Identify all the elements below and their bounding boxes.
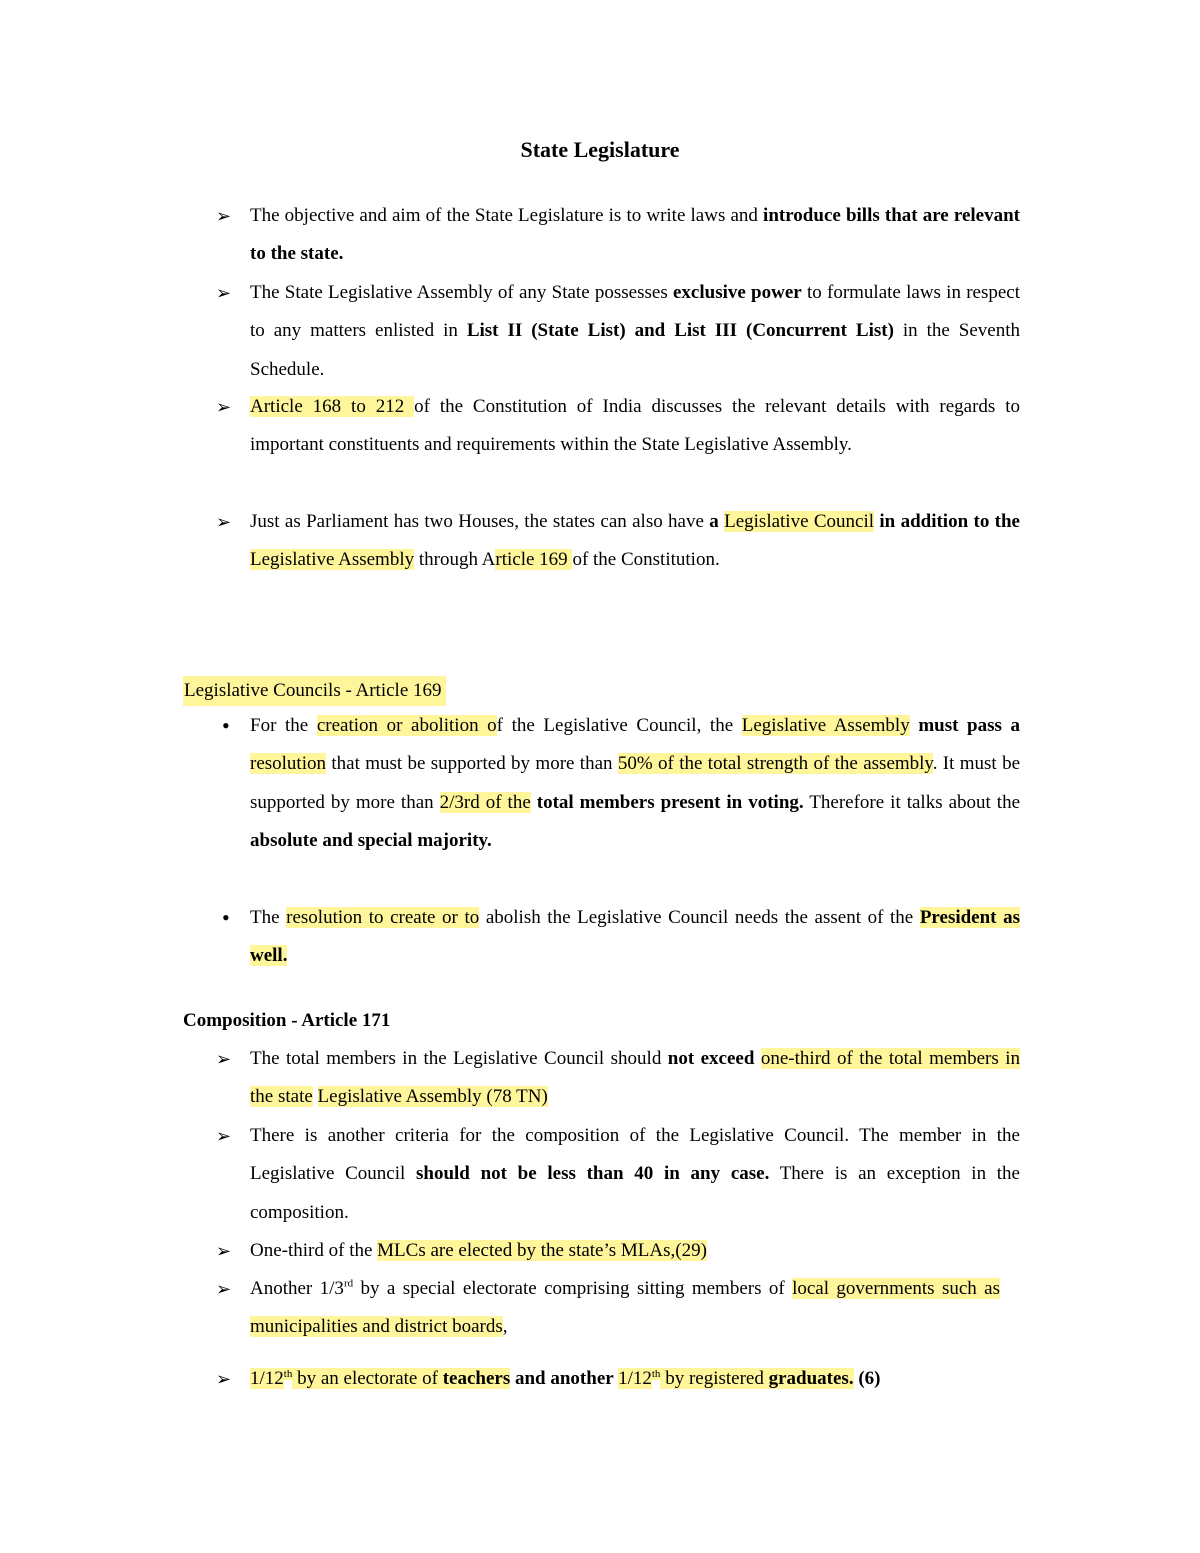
bold-text: must pass a [918,715,1020,736]
text-run: in the Seventh Schedule. [250,320,1021,380]
arrow-bullet-icon: ➢ [216,1241,232,1261]
bold-text: exclusive power [672,282,802,303]
text-run: There is an exception in the composition. [250,1163,1020,1223]
councils-item [250,707,1020,860]
highlighted-text: 50% of the total strength of the assembly [617,753,933,775]
text-run: The [250,907,287,928]
section-heading-composition: Composition - Article 171 [183,1010,391,1031]
bold-text: in addition to the [874,511,1020,532]
intro-item [250,388,1020,465]
arrow-bullet-icon: ➢ [216,397,232,417]
arrow-bullet-icon: ➢ [216,1279,232,1299]
composition-item [250,1360,1020,1398]
composition-item [250,1232,1020,1270]
bold-text: introduce bills that are relevant to the state. [250,205,1021,265]
arrow-bullet-icon: ➢ [216,283,232,303]
highlighted-text: Legislative Assembly [250,549,415,571]
section-heading-councils: Legislative Councils - Article 169 [183,676,446,706]
highlighted-text: President as well. [250,907,1020,967]
text-run: Therefore it talks about the [803,791,1021,813]
highlighted-text: 2/3rd of the [439,791,531,813]
bold-text: List II (State List) and List III (Concurrent List) [466,320,894,342]
text-run: rd [343,1277,354,1290]
text-run [754,1048,760,1069]
highlighted-text: resolution to create or to [286,907,480,928]
bold-text: not exceed [667,1048,755,1069]
arrow-bullet-icon: ➢ [216,1369,232,1389]
bold-text: absolute and special majority. [250,829,492,851]
highlighted-text: graduates. [768,1368,854,1389]
text-run: of the Constitution of India discusses the relevant details with regards to important constituents and requirements within the State Legislative Assembly. [250,396,1020,456]
composition-item [250,1117,1020,1232]
bold-text: a [709,511,725,532]
councils-item [250,899,1020,976]
arrow-bullet-icon: ➢ [216,512,232,532]
text-run: , [502,1316,508,1338]
highlighted-text: 1/12 [618,1368,652,1389]
bold-text: should not be less than 40 in any case. [416,1163,770,1185]
highlighted-text: Legislative Council [724,511,875,532]
intro-item [250,274,1020,389]
arrow-bullet-icon: ➢ [216,1126,232,1146]
text-run: The total members in the Legislative Council should [250,1048,668,1069]
bullet-icon: • [222,905,230,930]
arrow-bullet-icon: ➢ [216,1049,232,1069]
highlighted-text: by an electorate of [292,1368,443,1389]
bullet-icon: • [222,713,230,738]
highlighted-text: Legislative Assembly [741,715,910,736]
bold-text: (6) [853,1368,881,1389]
bold-text: total members present in voting. [536,791,804,813]
highlighted-text: MLCs are elected by the state’s MLAs,(29) [377,1240,707,1261]
intro-item [250,197,1020,274]
text-run: . It must be supported by more than [250,753,1020,813]
composition-item [250,1040,1020,1117]
highlighted-text: by registered [660,1368,769,1389]
highlighted-text: creation or abolition o [316,715,497,736]
highlighted-text: teachers [442,1368,511,1389]
intro-item [250,503,1020,580]
text-run: by a special electorate comprising sitting members of [353,1278,793,1299]
highlighted-text: Legislative Assembly (78 TN) [317,1086,548,1108]
highlighted-text: resolution [250,753,326,775]
text-run: Just as Parliament has two Houses, the states can also have [250,511,710,532]
text-run: The objective and aim of the State Legislature is to write laws and [250,205,764,226]
text-run: through A [414,549,496,571]
highlighted-text: one-third of the total members in the state [250,1048,1020,1108]
highlighted-text: th [651,1367,661,1380]
highlighted-text: 1/12 [250,1368,284,1389]
highlighted-text: rticle 169 [495,549,573,571]
text-run: One-third of the [250,1240,378,1261]
text-run: The State Legislative Assembly of any State possesses [250,282,673,303]
text-run: f the Legislative Council, the [496,715,742,736]
text-run [313,1086,318,1107]
page-title: State Legislature [520,137,680,162]
text-run: Another 1/3 [250,1278,344,1299]
bold-text: and another [510,1368,619,1389]
arrow-bullet-icon: ➢ [216,206,232,226]
highlighted-text: local governments such as municipalities and district boards [250,1278,1000,1338]
text-run: There is another criteria for the composition of the Legislative Council. The member in the Legislative Council [250,1125,1020,1185]
text-run: of the Constitution. [572,549,720,571]
text-run: to formulate laws in respect to any matters enlisted in [250,282,1021,342]
text-run: that must be supported by more than [326,753,618,775]
highlighted-text: Article 168 to 212 [250,396,415,417]
text-run: For the [250,715,317,736]
text-run: abolish the Legislative Council needs the assent of the [479,907,920,928]
composition-item [250,1270,1000,1347]
highlighted-text: th [283,1367,293,1380]
